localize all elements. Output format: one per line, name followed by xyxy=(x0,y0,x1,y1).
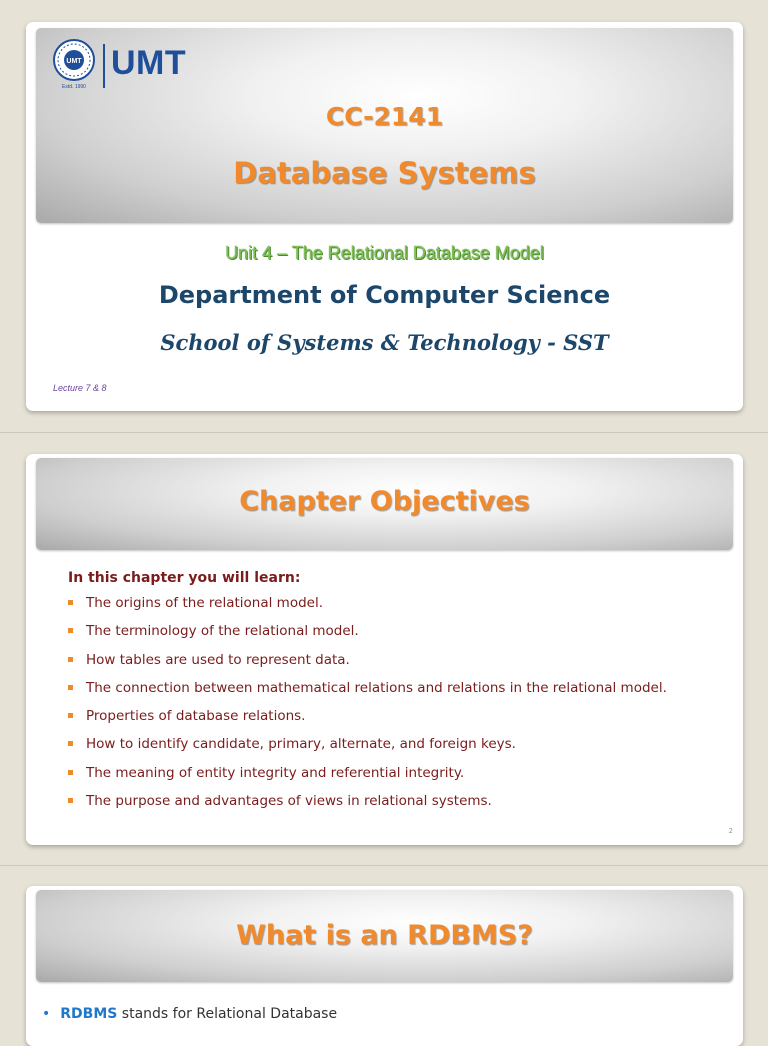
objectives-banner xyxy=(36,458,733,550)
course-name: Database Systems xyxy=(233,156,536,190)
bullet-square-icon xyxy=(68,798,73,803)
umt-logo xyxy=(51,38,221,102)
objectives-slide xyxy=(26,454,743,845)
rdbms-banner xyxy=(36,890,733,982)
bullet-square-icon xyxy=(68,657,73,662)
department-name: Department of Computer Science xyxy=(158,281,611,309)
rdbms-slide xyxy=(26,886,743,1046)
logo-text: UMT xyxy=(111,44,187,82)
rdbms-bullet xyxy=(42,1006,337,1022)
list-item xyxy=(68,708,667,736)
objective-text: The terminology of the relational model. xyxy=(86,623,359,640)
bullet-dot-icon: • xyxy=(42,1006,51,1022)
objective-text: The purpose and advantages of views in relational systems. xyxy=(86,793,492,810)
objective-text: How tables are used to represent data. xyxy=(86,651,350,668)
rdbms-term: RDBMS xyxy=(60,1006,118,1022)
list-item xyxy=(68,680,667,708)
objective-text: Properties of database relations. xyxy=(86,708,306,725)
bullet-square-icon xyxy=(68,770,73,775)
bullet-square-icon xyxy=(68,713,73,718)
school-name: School of Systems & Technology - SST xyxy=(160,330,609,355)
list-item xyxy=(68,652,667,680)
logo-divider xyxy=(103,44,105,88)
unit-title: Unit 4 – The Relational Database Model xyxy=(225,243,544,263)
objective-text: The origins of the relational model. xyxy=(86,595,323,611)
title-banner xyxy=(36,28,733,223)
objective-text: How to identify candidate, primary, alternate, and foreign keys. xyxy=(86,736,516,753)
bullet-square-icon xyxy=(68,600,73,605)
title-slide xyxy=(26,22,743,411)
list-item xyxy=(68,595,667,623)
list-item xyxy=(68,765,667,793)
seal-text: UMT xyxy=(66,58,82,65)
course-code: CC-2141 xyxy=(325,102,444,131)
lecture-label: Lecture 7 & 8 xyxy=(53,383,107,393)
slide-separator xyxy=(0,432,768,433)
objective-text: The connection between mathematical relations and relations in the relational model. xyxy=(86,679,667,696)
bullet-square-icon xyxy=(68,628,73,633)
list-item xyxy=(68,793,667,821)
rdbms-definition: stands for Relational Database xyxy=(117,1006,338,1022)
objective-text: The meaning of entity integrity and referential integrity. xyxy=(86,764,465,781)
logo-estd: Estd. 1990 xyxy=(62,84,86,90)
university-seal-icon xyxy=(51,38,97,90)
bullet-square-icon xyxy=(68,685,73,690)
bullet-square-icon xyxy=(68,741,73,746)
objectives-list xyxy=(68,595,667,821)
page-number: 2 xyxy=(728,827,733,835)
list-item xyxy=(68,736,667,764)
slide-title: Chapter Objectives xyxy=(239,486,530,517)
objectives-intro: In this chapter you will learn: xyxy=(68,570,301,586)
slide-separator xyxy=(0,865,768,866)
list-item xyxy=(68,623,667,651)
slide-title: What is an RDBMS? xyxy=(236,920,533,951)
